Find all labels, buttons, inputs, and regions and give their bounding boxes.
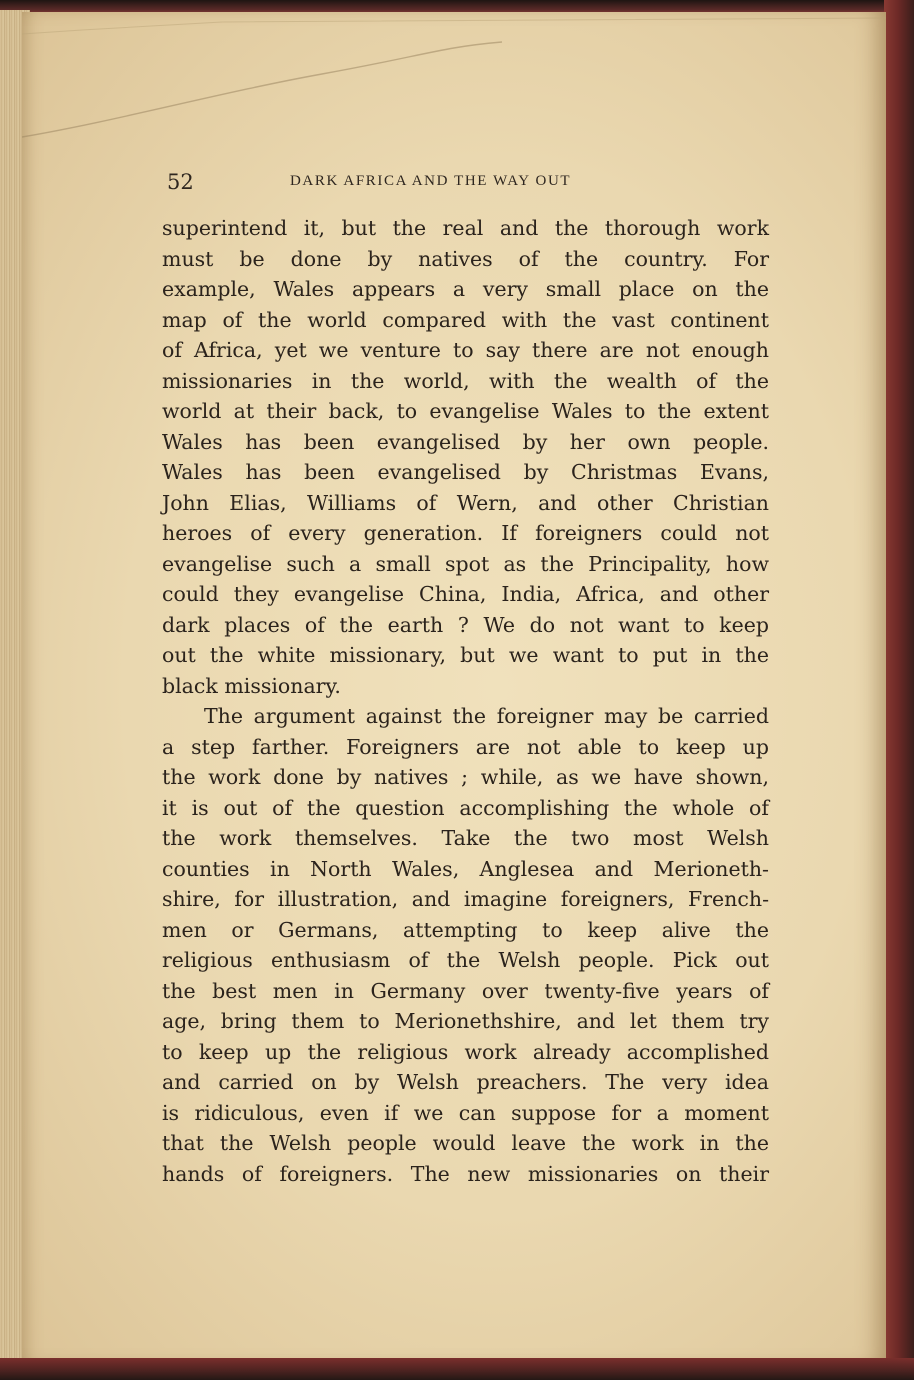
text-line: to keep up the religious work already accomplished (162, 1039, 769, 1064)
text-line: counties in North Wales, Anglesea and Merioneth- (162, 856, 769, 881)
running-head: DARK AFRICA AND THE WAY OUT (290, 173, 572, 189)
text-line: that the Welsh people would leave the work in the (162, 1131, 769, 1155)
text-line: and carried on by Welsh preachers. The very idea (162, 1070, 769, 1094)
text-line: Wales has been evangelised by her own people. (162, 429, 769, 454)
text-line: out the white missionary, but we want to put in the (162, 643, 769, 667)
text-line: must be done by natives of the country. For (162, 246, 769, 271)
text-line: the work themselves. Take the two most Welsh (162, 826, 769, 850)
text-line: evangelise such a small spot as the Principality, how (162, 551, 769, 576)
text-line: The argument against the foreigner may be carried (204, 704, 769, 728)
text-line: superintend it, but the real and the thorough work (162, 216, 769, 240)
text-line: religious enthusiasm of the Welsh people. Pick out (162, 948, 769, 972)
text-line: black missionary. (162, 673, 341, 698)
text-line: of Africa, yet we venture to say there are not enough (162, 338, 769, 362)
text-line: a step farther. Foreigners are not able to keep up (162, 734, 769, 759)
text-line: shire, for illustration, and imagine foreigners, French- (162, 887, 769, 911)
book-cover-right-edge (884, 0, 914, 1380)
text-line: John Elias, Williams of Wern, and other Christian (162, 490, 769, 515)
body-text (162, 213, 769, 1189)
text-line: example, Wales appears a very small place on the (162, 277, 769, 301)
text-line: Wales has been evangelised by Christmas Evans, (162, 460, 769, 484)
text-line: is ridiculous, even if we can suppose for a moment (162, 1100, 769, 1125)
text-line: age, bring them to Merionethshire, and let them try (162, 1009, 769, 1033)
book-page (22, 12, 886, 1362)
text-line: it is out of the question accomplishing the whole of (162, 795, 769, 820)
text-line: men or Germans, attempting to keep alive the (162, 917, 769, 942)
text-line: missionaries in the world, with the wealth of the (162, 368, 769, 393)
text-line: world at their back, to evangelise Wales to the extent (162, 399, 769, 423)
text-line: the work done by natives ; while, as we have shown, (162, 765, 769, 789)
page-crease (22, 12, 886, 172)
page-number: 52 (167, 170, 194, 194)
text-line: map of the world compared with the vast continent (162, 307, 769, 332)
text-line: hands of foreigners. The new missionaries on their (162, 1161, 769, 1186)
book-cover-bottom-edge (0, 1358, 914, 1380)
text-line: the best men in Germany over twenty-five years of (162, 978, 769, 1003)
text-line: heroes of every generation. If foreigners could not (162, 521, 769, 545)
text-line: could they evangelise China, India, Africa, and other (162, 582, 769, 606)
text-line: dark places of the earth ? We do not want to keep (162, 612, 769, 637)
